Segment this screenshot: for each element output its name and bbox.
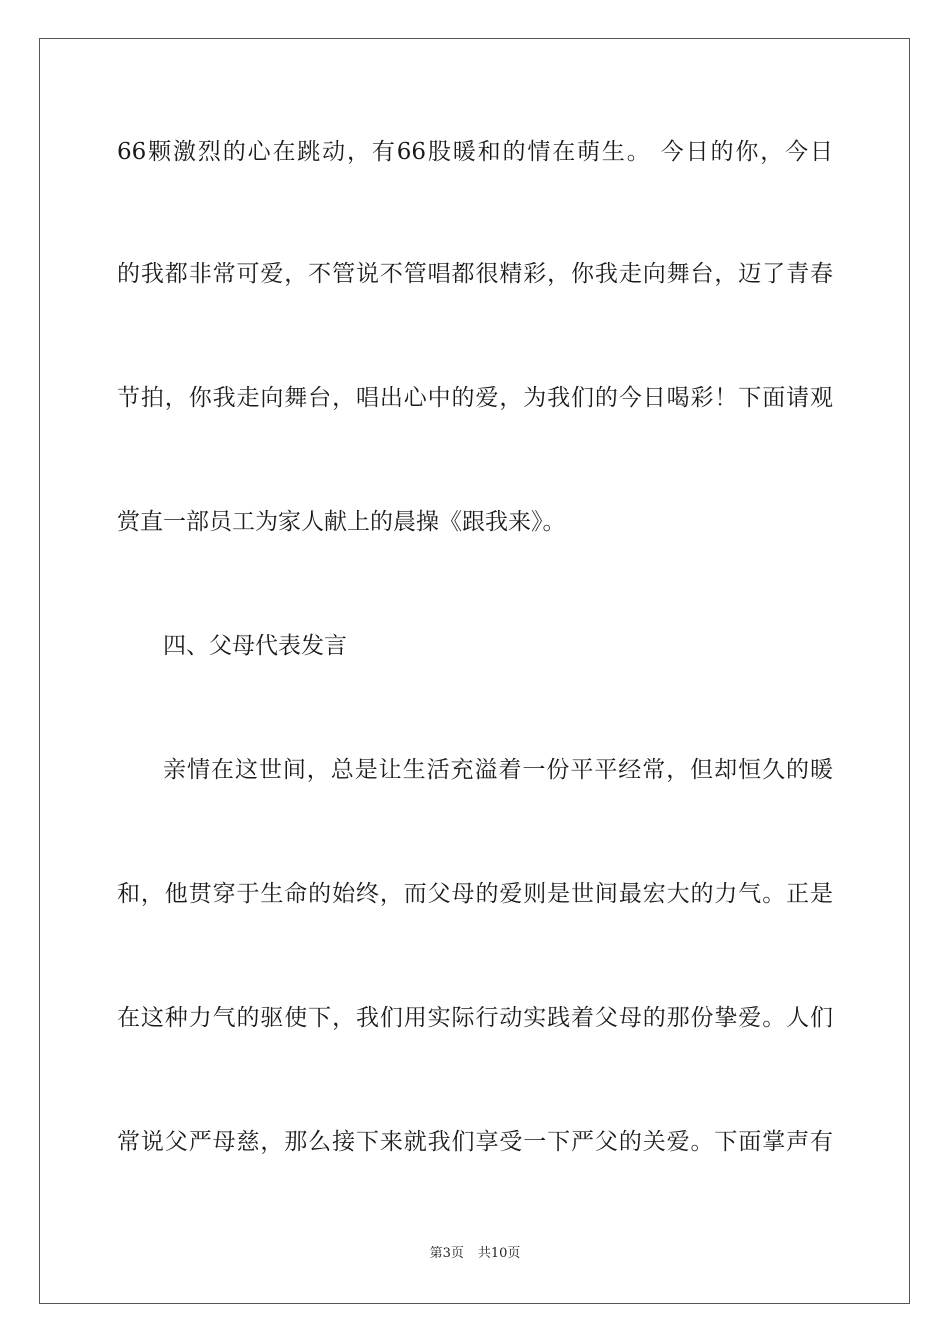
body-line-1: 66颗激烈的心在跳动，有66股暖和的情在萌生。 今日的你，今日 <box>117 139 833 165</box>
section-heading: 四、父母代表发言 <box>163 633 347 659</box>
page-frame <box>39 38 910 1304</box>
body-line-3: 节拍，你我走向舞台，唱出心中的爱，为我们的今日喝彩！下面请观 <box>117 385 833 411</box>
body-line-9: 常说父严母慈，那么接下来就我们享受一下严父的关爱。下面掌声有 <box>117 1129 833 1155</box>
body-line-7: 和，他贯穿于生命的始终，而父母的爱则是世间最宏大的力气。正是 <box>117 881 833 907</box>
body-line-8: 在这种力气的驱使下，我们用实际行动实践着父母的那份挚爱。人们 <box>117 1005 833 1031</box>
body-line-2: 的我都非常可爱，不管说不管唱都很精彩，你我走向舞台，迈了青春 <box>117 261 833 287</box>
body-line-4: 赏直一部员工为家人献上的晨操《跟我来》。 <box>117 509 566 535</box>
page-total: 共10页 <box>477 1246 521 1261</box>
body-line-6: 亲情在这世间，总是让生活充溢着一份平平经常，但却恒久的暖 <box>163 757 833 783</box>
page-footer <box>0 1245 950 1263</box>
page-number: 第3页 <box>429 1246 464 1261</box>
